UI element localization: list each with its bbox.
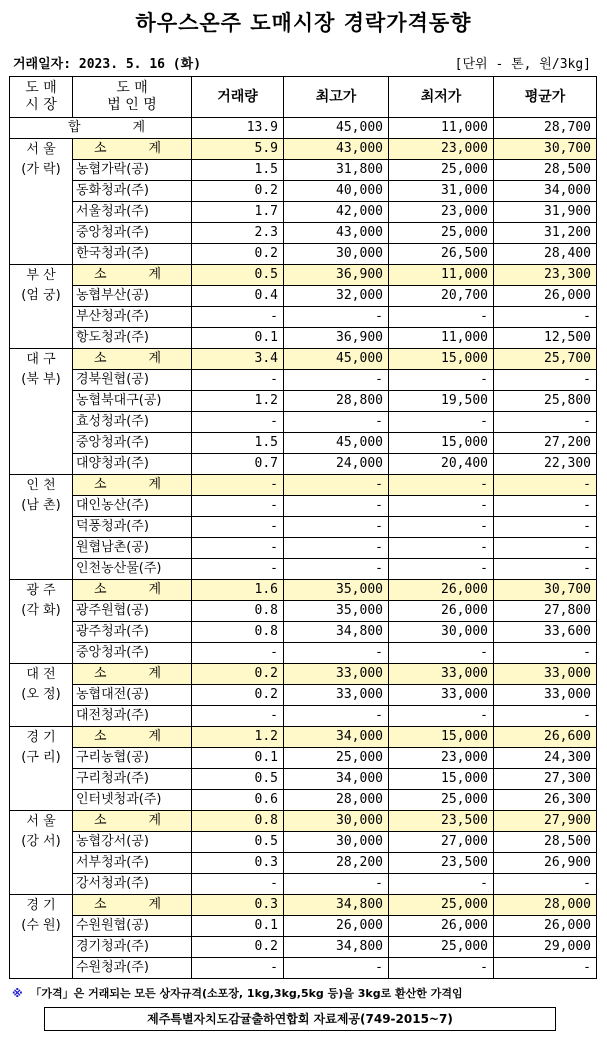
row-avg: 31,200: [494, 223, 597, 244]
subtotal-volume: 1.6: [192, 580, 284, 601]
row-avg: 27,800: [494, 601, 597, 622]
table-row: [10, 223, 597, 244]
row-volume: 1.5: [192, 160, 284, 181]
subtotal-volume: 3.4: [192, 349, 284, 370]
subtotal-label: 소 계: [73, 265, 192, 286]
row-min: 20,400: [389, 454, 494, 475]
row-avg: 33,000: [494, 685, 597, 706]
row-avg: 26,300: [494, 790, 597, 811]
row-min: 26,000: [389, 916, 494, 937]
table-row: [10, 496, 597, 517]
row-avg: -: [494, 412, 597, 433]
subheader: [0, 44, 607, 76]
row-min: -: [389, 874, 494, 895]
subtotal-row: [10, 811, 597, 832]
row-max: 34,800: [284, 622, 389, 643]
header-corporation: 도 매 법 인 명: [73, 77, 192, 118]
row-max: -: [284, 559, 389, 580]
row-avg: 25,800: [494, 391, 597, 412]
row-volume: 1.5: [192, 433, 284, 454]
total-avg: 28,700: [494, 118, 597, 139]
market-region: 대 구 (북 부): [10, 349, 73, 475]
market-region: 인 천 (남 촌): [10, 475, 73, 580]
subtotal-avg: 25,700: [494, 349, 597, 370]
header-avg-price: 평균가: [494, 77, 597, 118]
unit-label: [단위 - 톤, 원/3kg]: [454, 57, 591, 72]
row-min: 20,700: [389, 286, 494, 307]
row-max: -: [284, 874, 389, 895]
corporation-name: 구리농협(공): [73, 748, 192, 769]
row-min: -: [389, 643, 494, 664]
corporation-name: 인터넷청과(주): [73, 790, 192, 811]
subtotal-min: 33,000: [389, 664, 494, 685]
row-volume: -: [192, 559, 284, 580]
row-min: 23,000: [389, 202, 494, 223]
row-volume: 0.8: [192, 622, 284, 643]
row-max: 33,000: [284, 685, 389, 706]
row-min: -: [389, 496, 494, 517]
row-avg: -: [494, 874, 597, 895]
subtotal-min: 11,000: [389, 265, 494, 286]
corporation-name: 중앙청과(주): [73, 223, 192, 244]
table-row: [10, 937, 597, 958]
subtotal-avg: -: [494, 475, 597, 496]
table-row: [10, 958, 597, 979]
row-max: 28,800: [284, 391, 389, 412]
row-volume: -: [192, 412, 284, 433]
total-row: [10, 118, 597, 139]
row-avg: 28,400: [494, 244, 597, 265]
subtotal-volume: 1.2: [192, 727, 284, 748]
row-volume: 0.1: [192, 748, 284, 769]
row-min: -: [389, 958, 494, 979]
row-avg: 12,500: [494, 328, 597, 349]
table-row: [10, 370, 597, 391]
corporation-name: 중앙청과(주): [73, 643, 192, 664]
corporation-name: 중앙청과(주): [73, 433, 192, 454]
row-volume: -: [192, 517, 284, 538]
row-avg: 33,600: [494, 622, 597, 643]
corporation-name: 대양청과(주): [73, 454, 192, 475]
corporation-name: 덕풍청과(주): [73, 517, 192, 538]
row-min: 25,000: [389, 160, 494, 181]
row-volume: 0.4: [192, 286, 284, 307]
subtotal-label: 소 계: [73, 811, 192, 832]
row-max: 34,800: [284, 937, 389, 958]
subtotal-max: -: [284, 475, 389, 496]
row-min: 30,000: [389, 622, 494, 643]
row-min: 19,500: [389, 391, 494, 412]
row-avg: -: [494, 706, 597, 727]
row-max: 24,000: [284, 454, 389, 475]
subtotal-max: 45,000: [284, 349, 389, 370]
subtotal-row: [10, 727, 597, 748]
corporation-name: 서울청과(주): [73, 202, 192, 223]
row-volume: 2.3: [192, 223, 284, 244]
subtotal-avg: 26,600: [494, 727, 597, 748]
subtotal-min: 23,500: [389, 811, 494, 832]
row-max: 40,000: [284, 181, 389, 202]
subtotal-row: [10, 265, 597, 286]
table-row: [10, 391, 597, 412]
table-row: [10, 202, 597, 223]
trade-date: 거래일자: 2023. 5. 16 (화): [13, 57, 202, 72]
subtotal-min: 25,000: [389, 895, 494, 916]
row-max: -: [284, 496, 389, 517]
corporation-name: 농협북대구(공): [73, 391, 192, 412]
subtotal-label: 소 계: [73, 580, 192, 601]
row-min: 25,000: [389, 223, 494, 244]
source-box: 제주특별자치도감귤출하연합회 자료제공(749-2015~7): [44, 1007, 556, 1031]
row-min: -: [389, 307, 494, 328]
row-avg: 29,000: [494, 937, 597, 958]
row-avg: 31,900: [494, 202, 597, 223]
subtotal-row: [10, 664, 597, 685]
table-row: [10, 874, 597, 895]
corporation-name: 인천농산물(주): [73, 559, 192, 580]
row-min: 26,500: [389, 244, 494, 265]
row-max: -: [284, 538, 389, 559]
row-max: 30,000: [284, 244, 389, 265]
table-row: [10, 832, 597, 853]
row-max: 30,000: [284, 832, 389, 853]
corporation-name: 한국청과(주): [73, 244, 192, 265]
subtotal-row: [10, 895, 597, 916]
header-volume: 거래량: [192, 77, 284, 118]
row-min: 23,500: [389, 853, 494, 874]
row-min: 15,000: [389, 769, 494, 790]
row-max: -: [284, 643, 389, 664]
row-avg: -: [494, 370, 597, 391]
row-max: 28,200: [284, 853, 389, 874]
subtotal-avg: 33,000: [494, 664, 597, 685]
header-max-price: 최고가: [284, 77, 389, 118]
table-row: [10, 538, 597, 559]
row-max: -: [284, 958, 389, 979]
row-volume: -: [192, 370, 284, 391]
subtotal-max: 34,800: [284, 895, 389, 916]
table-row: [10, 622, 597, 643]
subtotal-max: 35,000: [284, 580, 389, 601]
row-avg: -: [494, 496, 597, 517]
subtotal-row: [10, 475, 597, 496]
corporation-name: 효성청과(주): [73, 412, 192, 433]
table-header-row: [10, 77, 597, 118]
corporation-name: 대인농산(주): [73, 496, 192, 517]
row-volume: -: [192, 496, 284, 517]
row-max: 34,000: [284, 769, 389, 790]
row-min: 25,000: [389, 790, 494, 811]
row-volume: -: [192, 538, 284, 559]
row-max: 28,000: [284, 790, 389, 811]
subtotal-max: 34,000: [284, 727, 389, 748]
row-max: 25,000: [284, 748, 389, 769]
table-row: [10, 181, 597, 202]
row-volume: -: [192, 706, 284, 727]
row-max: 26,000: [284, 916, 389, 937]
row-min: 23,000: [389, 748, 494, 769]
table-row: [10, 916, 597, 937]
corporation-name: 동화청과(주): [73, 181, 192, 202]
table-row: [10, 160, 597, 181]
subtotal-volume: -: [192, 475, 284, 496]
row-min: 11,000: [389, 328, 494, 349]
row-avg: 26,000: [494, 916, 597, 937]
subtotal-avg: 27,900: [494, 811, 597, 832]
subtotal-avg: 23,300: [494, 265, 597, 286]
row-volume: -: [192, 958, 284, 979]
row-max: 43,000: [284, 223, 389, 244]
row-min: 33,000: [389, 685, 494, 706]
corporation-name: 농협강서(공): [73, 832, 192, 853]
row-avg: 28,500: [494, 832, 597, 853]
total-max: 45,000: [284, 118, 389, 139]
corporation-name: 항도청과(주): [73, 328, 192, 349]
row-avg: 24,300: [494, 748, 597, 769]
row-min: -: [389, 538, 494, 559]
row-volume: 0.1: [192, 328, 284, 349]
corporation-name: 경북원협(공): [73, 370, 192, 391]
row-volume: 0.7: [192, 454, 284, 475]
row-avg: -: [494, 538, 597, 559]
row-max: 45,000: [284, 433, 389, 454]
subtotal-min: -: [389, 475, 494, 496]
subtotal-label: 소 계: [73, 727, 192, 748]
subtotal-volume: 0.8: [192, 811, 284, 832]
table-row: [10, 286, 597, 307]
corporation-name: 농협부산(공): [73, 286, 192, 307]
market-region: 서 울 (가 락): [10, 139, 73, 265]
row-volume: 0.2: [192, 244, 284, 265]
subtotal-volume: 0.2: [192, 664, 284, 685]
table-row: [10, 244, 597, 265]
row-volume: 0.2: [192, 685, 284, 706]
row-max: -: [284, 307, 389, 328]
row-volume: -: [192, 307, 284, 328]
subtotal-avg: 28,000: [494, 895, 597, 916]
row-max: -: [284, 706, 389, 727]
row-min: -: [389, 370, 494, 391]
header-market: 도 매 시 장: [10, 77, 73, 118]
row-avg: 27,200: [494, 433, 597, 454]
row-avg: 26,000: [494, 286, 597, 307]
row-max: -: [284, 412, 389, 433]
footnote: [12, 985, 463, 1001]
table-row: [10, 706, 597, 727]
row-min: 26,000: [389, 601, 494, 622]
row-volume: 0.1: [192, 916, 284, 937]
note-text: 「가격」은 거래되는 모든 상자규격(소포장, 1kg,3kg,5kg 등)을 3kg로 환산한 가격임: [30, 987, 463, 1000]
table-row: [10, 412, 597, 433]
table-row: [10, 454, 597, 475]
row-min: -: [389, 517, 494, 538]
row-max: 42,000: [284, 202, 389, 223]
corporation-name: 광주청과(주): [73, 622, 192, 643]
note-mark: ※: [12, 987, 23, 1000]
corporation-name: 원협남촌(공): [73, 538, 192, 559]
total-min: 11,000: [389, 118, 494, 139]
row-min: 27,000: [389, 832, 494, 853]
subtotal-max: 30,000: [284, 811, 389, 832]
subtotal-volume: 0.3: [192, 895, 284, 916]
table-row: [10, 307, 597, 328]
subtotal-label: 소 계: [73, 349, 192, 370]
row-volume: 0.3: [192, 853, 284, 874]
page-title: 하우스온주 도매시장 경락가격동향: [135, 11, 472, 35]
row-volume: 0.6: [192, 790, 284, 811]
price-table: [9, 76, 597, 979]
market-region: 경 기 (구 리): [10, 727, 73, 811]
subtotal-label: 소 계: [73, 895, 192, 916]
table-row: [10, 748, 597, 769]
subtotal-volume: 5.9: [192, 139, 284, 160]
market-region: 대 전 (오 정): [10, 664, 73, 727]
corporation-name: 대전청과(주): [73, 706, 192, 727]
total-label: 합 계: [10, 118, 192, 139]
row-max: -: [284, 370, 389, 391]
subtotal-label: 소 계: [73, 475, 192, 496]
row-volume: 0.5: [192, 832, 284, 853]
subtotal-row: [10, 349, 597, 370]
row-volume: 0.8: [192, 601, 284, 622]
table-row: [10, 601, 597, 622]
table-row: [10, 790, 597, 811]
row-avg: 26,900: [494, 853, 597, 874]
corporation-name: 농협대전(공): [73, 685, 192, 706]
row-volume: -: [192, 874, 284, 895]
row-avg: -: [494, 517, 597, 538]
row-max: 32,000: [284, 286, 389, 307]
market-region: 광 주 (각 화): [10, 580, 73, 664]
subtotal-min: 15,000: [389, 349, 494, 370]
row-avg: 22,300: [494, 454, 597, 475]
row-max: 31,800: [284, 160, 389, 181]
table-row: [10, 517, 597, 538]
market-region: 부 산 (엄 궁): [10, 265, 73, 349]
subtotal-min: 23,000: [389, 139, 494, 160]
subtotal-row: [10, 139, 597, 160]
market-region: 서 울 (강 서): [10, 811, 73, 895]
row-avg: -: [494, 643, 597, 664]
row-avg: 27,300: [494, 769, 597, 790]
table-row: [10, 433, 597, 454]
row-avg: -: [494, 958, 597, 979]
total-volume: 13.9: [192, 118, 284, 139]
row-max: 36,900: [284, 328, 389, 349]
row-min: 15,000: [389, 433, 494, 454]
row-avg: 28,500: [494, 160, 597, 181]
header-min-price: 최저가: [389, 77, 494, 118]
corporation-name: 강서청과(주): [73, 874, 192, 895]
row-volume: 0.2: [192, 181, 284, 202]
subtotal-label: 소 계: [73, 664, 192, 685]
row-min: 31,000: [389, 181, 494, 202]
subtotal-avg: 30,700: [494, 139, 597, 160]
subtotal-avg: 30,700: [494, 580, 597, 601]
table-row: [10, 769, 597, 790]
market-region: 경 기 (수 원): [10, 895, 73, 979]
row-min: 25,000: [389, 937, 494, 958]
subtotal-max: 36,900: [284, 265, 389, 286]
row-avg: -: [494, 559, 597, 580]
table-row: [10, 328, 597, 349]
corporation-name: 서부청과(주): [73, 853, 192, 874]
row-volume: 1.7: [192, 202, 284, 223]
corporation-name: 구리청과(주): [73, 769, 192, 790]
subtotal-volume: 0.5: [192, 265, 284, 286]
corporation-name: 부산청과(주): [73, 307, 192, 328]
table-row: [10, 559, 597, 580]
row-max: 35,000: [284, 601, 389, 622]
row-avg: -: [494, 307, 597, 328]
subtotal-label: 소 계: [73, 139, 192, 160]
subtotal-min: 26,000: [389, 580, 494, 601]
subtotal-min: 15,000: [389, 727, 494, 748]
row-volume: 0.2: [192, 937, 284, 958]
table-row: [10, 685, 597, 706]
row-volume: 0.5: [192, 769, 284, 790]
row-volume: -: [192, 643, 284, 664]
corporation-name: 경기청과(주): [73, 937, 192, 958]
row-volume: 1.2: [192, 391, 284, 412]
row-avg: 34,000: [494, 181, 597, 202]
subtotal-row: [10, 580, 597, 601]
corporation-name: 수원청과(주): [73, 958, 192, 979]
row-min: -: [389, 559, 494, 580]
subtotal-max: 43,000: [284, 139, 389, 160]
row-min: -: [389, 412, 494, 433]
table-row: [10, 643, 597, 664]
row-max: -: [284, 517, 389, 538]
corporation-name: 광주원협(공): [73, 601, 192, 622]
table-row: [10, 853, 597, 874]
corporation-name: 수원원협(공): [73, 916, 192, 937]
subtotal-max: 33,000: [284, 664, 389, 685]
corporation-name: 농협가락(공): [73, 160, 192, 181]
row-min: -: [389, 706, 494, 727]
